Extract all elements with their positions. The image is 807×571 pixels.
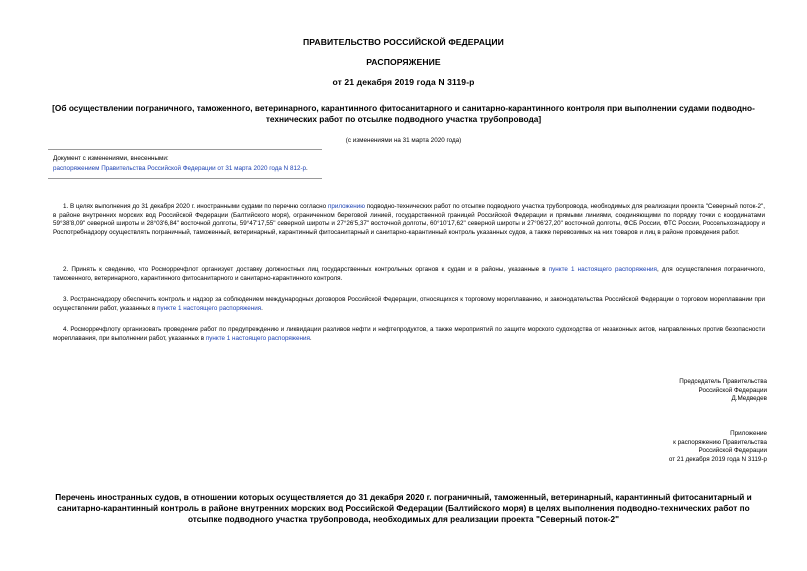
- revision-note: (с изменениями на 31 марта 2020 года): [345, 137, 462, 144]
- paragraph-1-text-b: подводно-технических работ по отсыпке подводного участка трубопровода, необходимых для реализации проекта "Северный поток-2", в районе внутренних морских вод Российской Федерации (Балтийского моря), ограниченном береговой линией, государственной границей Российской Федерации и прямыми линиями, соединяющими по порядку точки с координатами 59°38'8,09" северной широты и 28°03'6,84" восточной долготы, 59°47'17,55" северной широты и 27°26'5,37" восточной долготы, 60°10'17,62" северной широты и 27°06'27,20" восточной долготы, ФСБ России, ФТС России, Россельхознадзору и Роспотребнадзору осуществлять пограничный, таможенный, ветеринарный, карантинный фитосанитарный и санитарно-карантинный контроль указанных судов, а также перевозимых на них товаров и лиц в районе проведения работ.: [53, 203, 765, 237]
- paragraph-3: [53, 296, 765, 313]
- doc-type-heading: РАСПОРЯЖЕНИЕ: [366, 57, 441, 67]
- changes-box-top-rule: [48, 149, 322, 150]
- paragraph-4-text-a: 4. Росморречфлоту организовать проведение работ по предупреждению и ликвидации разливов нефти и нефтепродуктов, а также мероприятий по защите морского судоходства от незаконных актов, направленных против безопасности мореплавания, при выполнении работ, указанных в: [53, 326, 765, 342]
- paragraph-2-text-b: , для осуществления пограничного, таможенного, ветеринарного, карантинного фитосанитарного и санитарно-карантинного контроля.: [53, 266, 765, 282]
- signature-position: Председатель Правительства: [679, 378, 767, 385]
- changes-box-label: Документ с изменениями, внесенными:: [53, 155, 169, 162]
- paragraph-2-text-a: 2. Принять к сведению, что Росморречфлот организует доставку должностных лиц государственных контрольных органов к судам и в районы, указанные в: [63, 266, 549, 273]
- signature-name: Д.Медведев: [731, 395, 767, 403]
- appendix-list-title: Перечень иностранных судов, в отношении которых осуществляется до 31 декабря 2020 г. пограничный, таможенный, ветеринарный, карантинный фитосанитарный и санитарно-карантинный контроль в районе внутренних морских вод Российской Федерации (Балтийского моря) в целях выполнения подводно-технических работ по отсыпке подводного участка трубопровода, необходимых для реализации проекта "Северный поток-2": [55, 492, 752, 524]
- changes-box-bottom-rule: [48, 178, 322, 179]
- paragraph-1-text-a: 1. В целях выполнения до 31 декабря 2020 г. иностранными судами по перечню согласно: [63, 203, 328, 210]
- paragraph-3-text-b: .: [261, 304, 263, 312]
- paragraph-4-text-b: .: [309, 334, 312, 342]
- appendix-block: [669, 430, 767, 465]
- clause-1-link[interactable]: пункте 1 настоящего распоряжения: [548, 266, 657, 273]
- amendment-link[interactable]: распоряжением Правительства Российской Федерации от 31 марта 2020 года N 812-р: [53, 165, 307, 172]
- signature-country: Российской Федерации: [698, 386, 767, 394]
- government-heading: ПРАВИТЕЛЬСТВО РОССИЙСКОЙ ФЕДЕРАЦИИ: [303, 37, 504, 47]
- amendment-link-suffix: .: [306, 165, 308, 172]
- paragraph-2: [53, 266, 765, 283]
- changes-box-entry: [53, 165, 308, 174]
- doc-date-number: от 21 декабря 2019 года N 3119-р: [332, 77, 475, 87]
- appendix-date-number: от 21 декабря 2019 года N 3119-р: [668, 456, 767, 464]
- clause-1-link[interactable]: пункте 1 настоящего распоряжения: [157, 304, 262, 312]
- appendix-link[interactable]: приложению: [327, 203, 365, 210]
- appendix-ref-line: к распоряжению Правительства: [673, 438, 767, 446]
- signature-block: [679, 378, 767, 404]
- appendix-country: Российской Федерации: [698, 447, 767, 455]
- paragraph-4: [53, 326, 765, 343]
- document-title: [Об осуществлении пограничного, таможенного, ветеринарного, карантинного фитосанитарного и санитарно-карантинного контроля при выполнении судами подводно-технических работ по отсылке подводного участка трубопровода]: [52, 103, 755, 124]
- appendix-label: Приложение: [730, 430, 767, 437]
- paragraph-1: [53, 203, 765, 238]
- clause-1-link[interactable]: пункте 1 настоящего распоряжения: [205, 334, 310, 342]
- paragraph-3-text-a: 3. Ространснадзору обеспечить контроль и надзор за соблюдением международных договоров Российской Федерации, относящихся к торговому мореплаванию, и законодательства Российской Федерации о торговом мореплавании при осуществлении работ, указанных в: [53, 296, 765, 312]
